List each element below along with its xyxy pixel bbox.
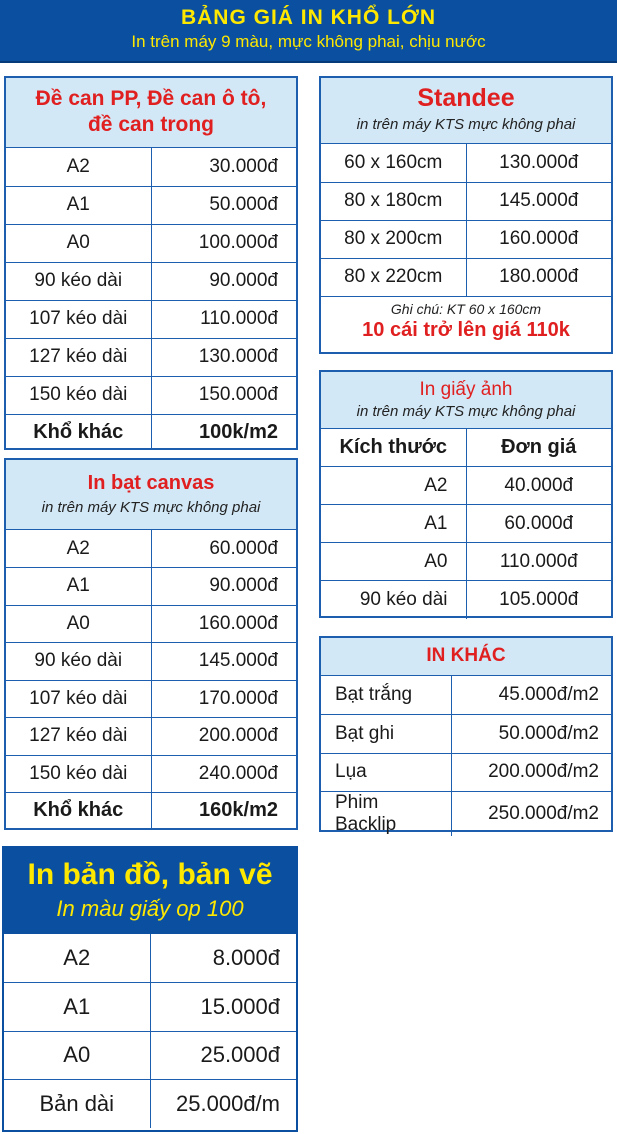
size-cell: 60 x 160cm — [321, 144, 466, 182]
photo-subtitle: in trên máy KTS mực không phai — [356, 403, 576, 420]
size-cell: A1 — [6, 568, 151, 606]
price-cell: 130.000đ — [151, 338, 296, 376]
price-cell: 25.000đ — [150, 1031, 296, 1080]
decal-price-box — [4, 76, 298, 450]
price-cell: 60.000đ — [466, 505, 611, 543]
maps-price-box — [2, 846, 298, 1132]
table-row — [6, 300, 296, 338]
maps-subtitle: In màu giấy op 100 — [56, 896, 244, 921]
table-row — [6, 755, 296, 793]
maps-header — [4, 848, 296, 934]
table-row — [321, 505, 611, 543]
table-row — [4, 1080, 296, 1129]
table-header-row — [321, 429, 611, 467]
price-cell: 40.000đ — [466, 467, 611, 505]
table-row — [6, 568, 296, 606]
size-cell: Khổ khác — [6, 793, 151, 829]
table-row — [4, 1031, 296, 1080]
price-cell: 50.000đ/m2 — [452, 715, 612, 754]
table-row — [6, 262, 296, 300]
standee-subtitle: in trên máy KTS mực không phai — [356, 116, 576, 133]
photo-table — [321, 428, 611, 619]
standee-header — [321, 78, 611, 144]
table-row — [321, 543, 611, 581]
price-cell: 130.000đ — [466, 144, 611, 182]
size-cell: 150 kéo dài — [6, 376, 151, 414]
size-cell: 80 x 220cm — [321, 258, 466, 296]
table-row — [321, 182, 611, 220]
size-cell: 80 x 180cm — [321, 182, 466, 220]
size-cell: 127 kéo dài — [6, 718, 151, 756]
price-cell: 110.000đ — [151, 300, 296, 338]
column-header-price: Đơn giá — [466, 429, 611, 467]
name-cell: Bạt trắng — [321, 676, 452, 715]
table-row — [321, 144, 611, 182]
other-price-box — [319, 636, 613, 835]
size-cell: A0 — [6, 224, 151, 262]
table-row — [321, 715, 611, 754]
price-cell: 8.000đ — [150, 934, 296, 983]
canvas-title: In bạt canvas — [87, 472, 215, 494]
table-row — [6, 376, 296, 414]
size-cell: A0 — [6, 605, 151, 643]
canvas-table — [6, 530, 296, 829]
price-cell: 90.000đ — [151, 262, 296, 300]
standee-table — [321, 144, 611, 296]
canvas-subtitle: in trên máy KTS mực không phai — [41, 499, 261, 516]
canvas-header — [6, 460, 296, 530]
size-cell: A1 — [6, 186, 151, 224]
other-header — [321, 638, 611, 676]
decal-title-line2: đề can trong — [87, 113, 214, 136]
table-row — [321, 581, 611, 619]
price-cell: 100k/m2 — [151, 414, 296, 450]
size-cell: 127 kéo dài — [6, 338, 151, 376]
size-cell: A2 — [6, 530, 151, 568]
table-row — [6, 605, 296, 643]
price-cell: 30.000đ — [151, 148, 296, 186]
price-cell: 100.000đ — [151, 224, 296, 262]
size-cell: Bản dài — [4, 1080, 150, 1129]
price-cell: 170.000đ — [151, 680, 296, 718]
name-cell: Phim Backlip — [321, 792, 452, 837]
column-header-size: Kích thước — [321, 429, 466, 467]
price-cell: 105.000đ — [466, 581, 611, 619]
price-cell: 160k/m2 — [151, 793, 296, 829]
table-row — [6, 414, 296, 450]
page-subtitle: In trên máy 9 màu, mực không phai, chịu nước — [131, 32, 486, 51]
table-row — [321, 792, 611, 837]
photo-header — [321, 372, 611, 428]
standee-title: Standee — [417, 84, 515, 112]
size-cell: A2 — [6, 148, 151, 186]
standee-price-box — [319, 76, 613, 354]
price-cell: 160.000đ — [466, 220, 611, 258]
size-cell: A1 — [321, 505, 466, 543]
name-cell: Bạt ghi — [321, 715, 452, 754]
table-row — [6, 793, 296, 829]
size-cell: 80 x 200cm — [321, 220, 466, 258]
decal-header — [6, 78, 296, 148]
other-table — [321, 676, 611, 836]
table-row — [321, 753, 611, 792]
size-cell: 90 kéo dài — [6, 262, 151, 300]
canvas-price-box — [4, 458, 298, 830]
price-cell: 145.000đ — [466, 182, 611, 220]
table-row — [6, 718, 296, 756]
table-row — [4, 983, 296, 1032]
table-row — [6, 148, 296, 186]
price-cell: 25.000đ/m — [150, 1080, 296, 1129]
price-cell: 180.000đ — [466, 258, 611, 296]
photo-title: In giấy ảnh — [419, 379, 513, 400]
table-row — [6, 643, 296, 681]
size-cell: Khổ khác — [6, 414, 151, 450]
size-cell: 90 kéo dài — [321, 581, 466, 619]
price-cell: 250.000đ/m2 — [452, 792, 612, 837]
price-cell: 160.000đ — [151, 605, 296, 643]
standee-promo: 10 cái trở lên giá 110k — [362, 319, 570, 341]
price-cell: 200.000đ/m2 — [452, 753, 612, 792]
size-cell: A2 — [4, 934, 150, 983]
table-row — [6, 224, 296, 262]
decal-title-line1: Đề can PP, Đề can ô tô, — [35, 87, 267, 110]
name-cell: Lụa — [321, 753, 452, 792]
standee-note: Ghi chú: KT 60 x 160cm — [390, 301, 542, 317]
price-cell: 90.000đ — [151, 568, 296, 606]
photo-price-box — [319, 370, 613, 618]
price-cell: 15.000đ — [150, 983, 296, 1032]
maps-table — [4, 934, 296, 1128]
price-cell: 150.000đ — [151, 376, 296, 414]
table-row — [6, 530, 296, 568]
size-cell: A2 — [321, 467, 466, 505]
size-cell: A0 — [4, 1031, 150, 1080]
price-cell: 110.000đ — [466, 543, 611, 581]
table-row — [321, 258, 611, 296]
size-cell: A1 — [4, 983, 150, 1032]
table-row — [6, 186, 296, 224]
page-banner — [0, 0, 617, 63]
size-cell: 150 kéo dài — [6, 755, 151, 793]
price-cell: 200.000đ — [151, 718, 296, 756]
price-cell: 50.000đ — [151, 186, 296, 224]
size-cell: 107 kéo dài — [6, 680, 151, 718]
table-row — [321, 467, 611, 505]
table-row — [321, 220, 611, 258]
page-title: BẢNG GIÁ IN KHỔ LỚN — [180, 6, 437, 29]
size-cell: 90 kéo dài — [6, 643, 151, 681]
table-row — [321, 676, 611, 715]
decal-table — [6, 148, 296, 450]
price-cell: 45.000đ/m2 — [452, 676, 612, 715]
table-row — [6, 338, 296, 376]
price-cell: 145.000đ — [151, 643, 296, 681]
other-title: IN KHÁC — [426, 645, 506, 666]
table-row — [4, 934, 296, 983]
size-cell: 107 kéo dài — [6, 300, 151, 338]
price-cell: 60.000đ — [151, 530, 296, 568]
table-row — [6, 680, 296, 718]
price-cell: 240.000đ — [151, 755, 296, 793]
maps-title: In bản đồ, bản vẽ — [27, 858, 273, 891]
size-cell: A0 — [321, 543, 466, 581]
